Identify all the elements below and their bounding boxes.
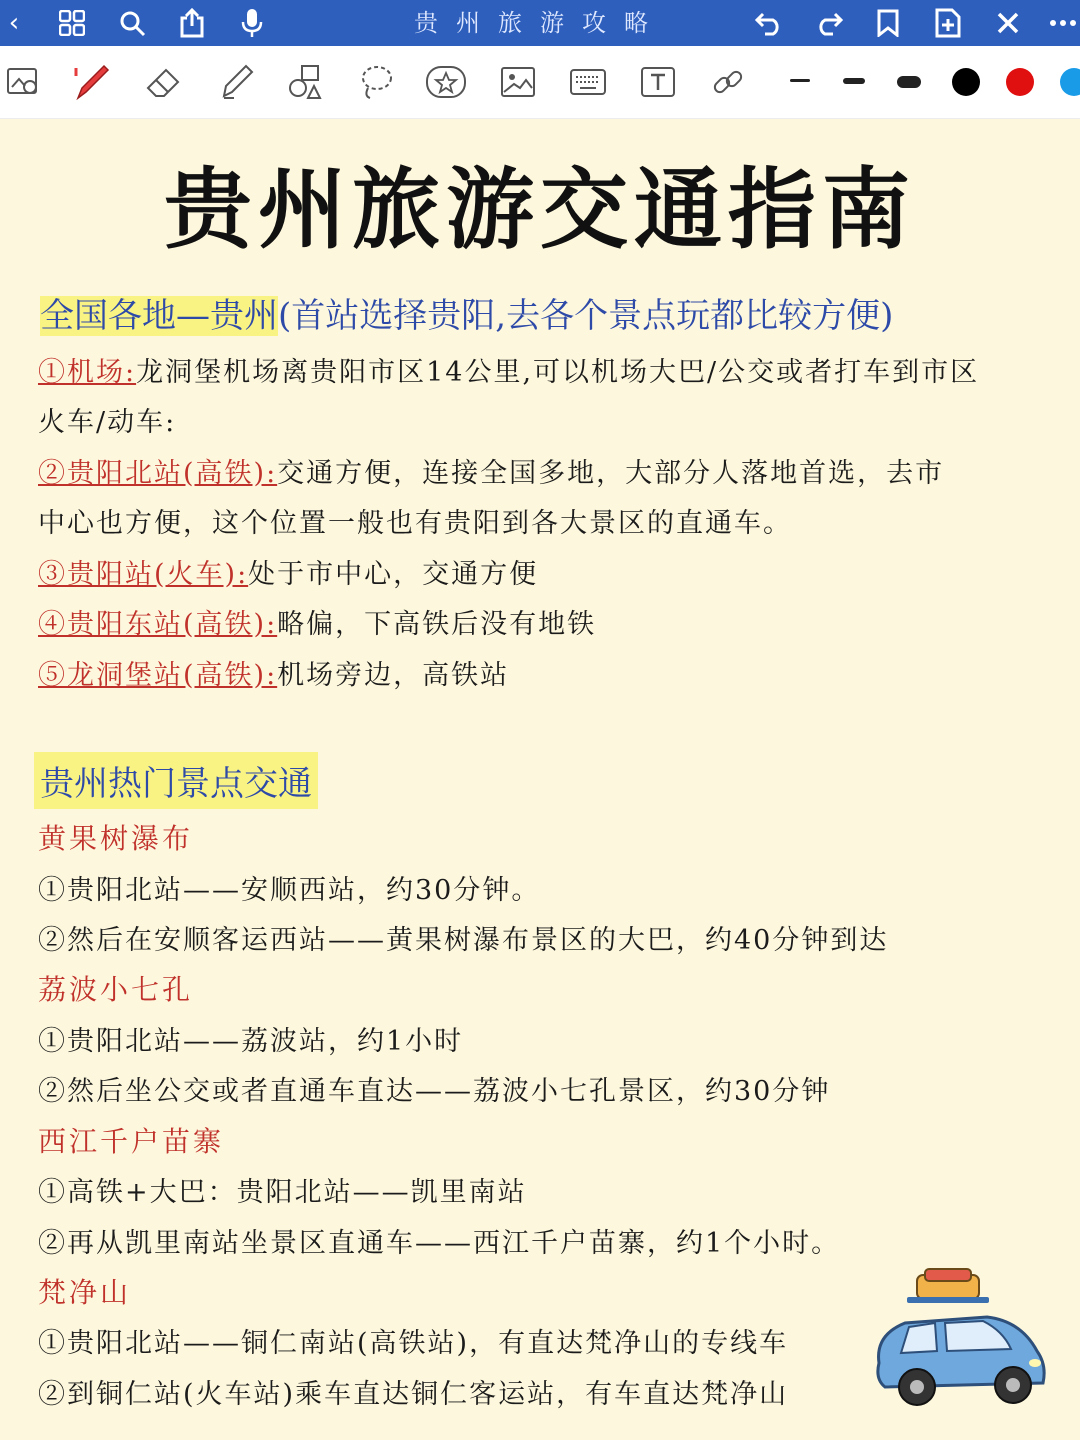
page-title: 贵州旅游交通指南: [163, 157, 916, 261]
list-item: ①贵阳北站——荔波站，约1小时: [38, 1026, 464, 1057]
stroke-size-thin[interactable]: [790, 79, 810, 82]
car-sticker-icon: [865, 1265, 1055, 1415]
list-item: ①高铁+大巴：贵阳北站——凯里南站: [38, 1177, 527, 1208]
list-item: ①机场:龙洞堡机场离贵阳市区14公里,可以机场大巴/公交或者打车到市区: [38, 357, 980, 388]
stroke-size-thick[interactable]: [897, 76, 921, 88]
list-item: ③贵阳站(火车):处于市中心，交通方便: [38, 559, 539, 590]
list-item: ①贵阳北站——铜仁南站(高铁站)，有直达梵净山的专线车: [38, 1328, 789, 1359]
list-item: ①贵阳北站——安顺西站，约30分钟。: [38, 875, 541, 906]
spot-name: 西江千户苗寨: [38, 1125, 225, 1158]
document-title: 贵州旅游攻略: [414, 9, 666, 37]
undo-icon[interactable]: [750, 0, 790, 46]
list-item: ②然后在安顺客运西站——黄果树瀑布景区的大巴，约40分钟到达: [38, 925, 889, 956]
close-icon[interactable]: [988, 0, 1028, 46]
shapes-icon[interactable]: [284, 60, 328, 104]
section-heading-note: (首站选择贵阳,去各个景点玩都比较方便): [278, 296, 894, 336]
list-item: ④贵阳东站(高铁):略偏，下高铁后没有地铁: [38, 609, 597, 640]
section-heading-arrival: [34, 284, 899, 341]
lasso-icon[interactable]: [354, 60, 398, 104]
link-icon[interactable]: [706, 60, 750, 104]
list-item: 火车/动车:: [38, 407, 177, 438]
redo-icon[interactable]: [808, 0, 848, 46]
list-item: 中心也方便，这个位置一般也有贵阳到各大景区的直通车。: [38, 508, 792, 539]
stroke-size-medium[interactable]: [843, 78, 865, 84]
top-bar: [0, 0, 1080, 46]
section-heading-spots: 贵州热门景点交通: [34, 752, 318, 809]
sticker-icon[interactable]: [424, 60, 468, 104]
list-item: ⑤龙洞堡站(高铁):机场旁边，高铁站: [38, 660, 510, 691]
eraser-icon[interactable]: [142, 60, 186, 104]
image-icon[interactable]: [496, 60, 540, 104]
back-arrow-icon[interactable]: ‹: [8, 8, 20, 38]
section-heading-highlight: 全国各地—贵州: [40, 296, 278, 336]
bookmark-icon[interactable]: [868, 0, 908, 46]
highlighter-icon[interactable]: [214, 60, 258, 104]
list-item: ②再从凯里南站坐景区直通车——西江千户苗寨，约1个小时。: [38, 1228, 841, 1259]
spot-name: 梵净山: [38, 1276, 132, 1309]
drawing-toolbar: [0, 46, 1080, 119]
keyboard-icon[interactable]: [566, 60, 610, 104]
spot-name: 黄果树瀑布: [38, 822, 194, 855]
color-swatch-red[interactable]: [1006, 68, 1034, 96]
list-item: ②到铜仁站(火车站)乘车直达铜仁客运站，有车直达梵净山: [38, 1379, 789, 1410]
add-page-icon[interactable]: [928, 0, 968, 46]
pen-icon[interactable]: [70, 60, 114, 104]
spot-name: 荔波小七孔: [38, 973, 194, 1006]
list-item: ②贵阳北站(高铁):交通方便，连接全国多地，大部分人落地首选，去市: [38, 458, 945, 489]
more-icon[interactable]: [1046, 0, 1080, 46]
color-swatch-blue[interactable]: [1060, 68, 1080, 96]
lasso-image-icon[interactable]: [2, 60, 46, 104]
color-swatch-black[interactable]: [952, 68, 980, 96]
list-item: ②然后坐公交或者直通车直达——荔波小七孔景区，约30分钟: [38, 1076, 831, 1107]
text-icon[interactable]: [636, 60, 680, 104]
